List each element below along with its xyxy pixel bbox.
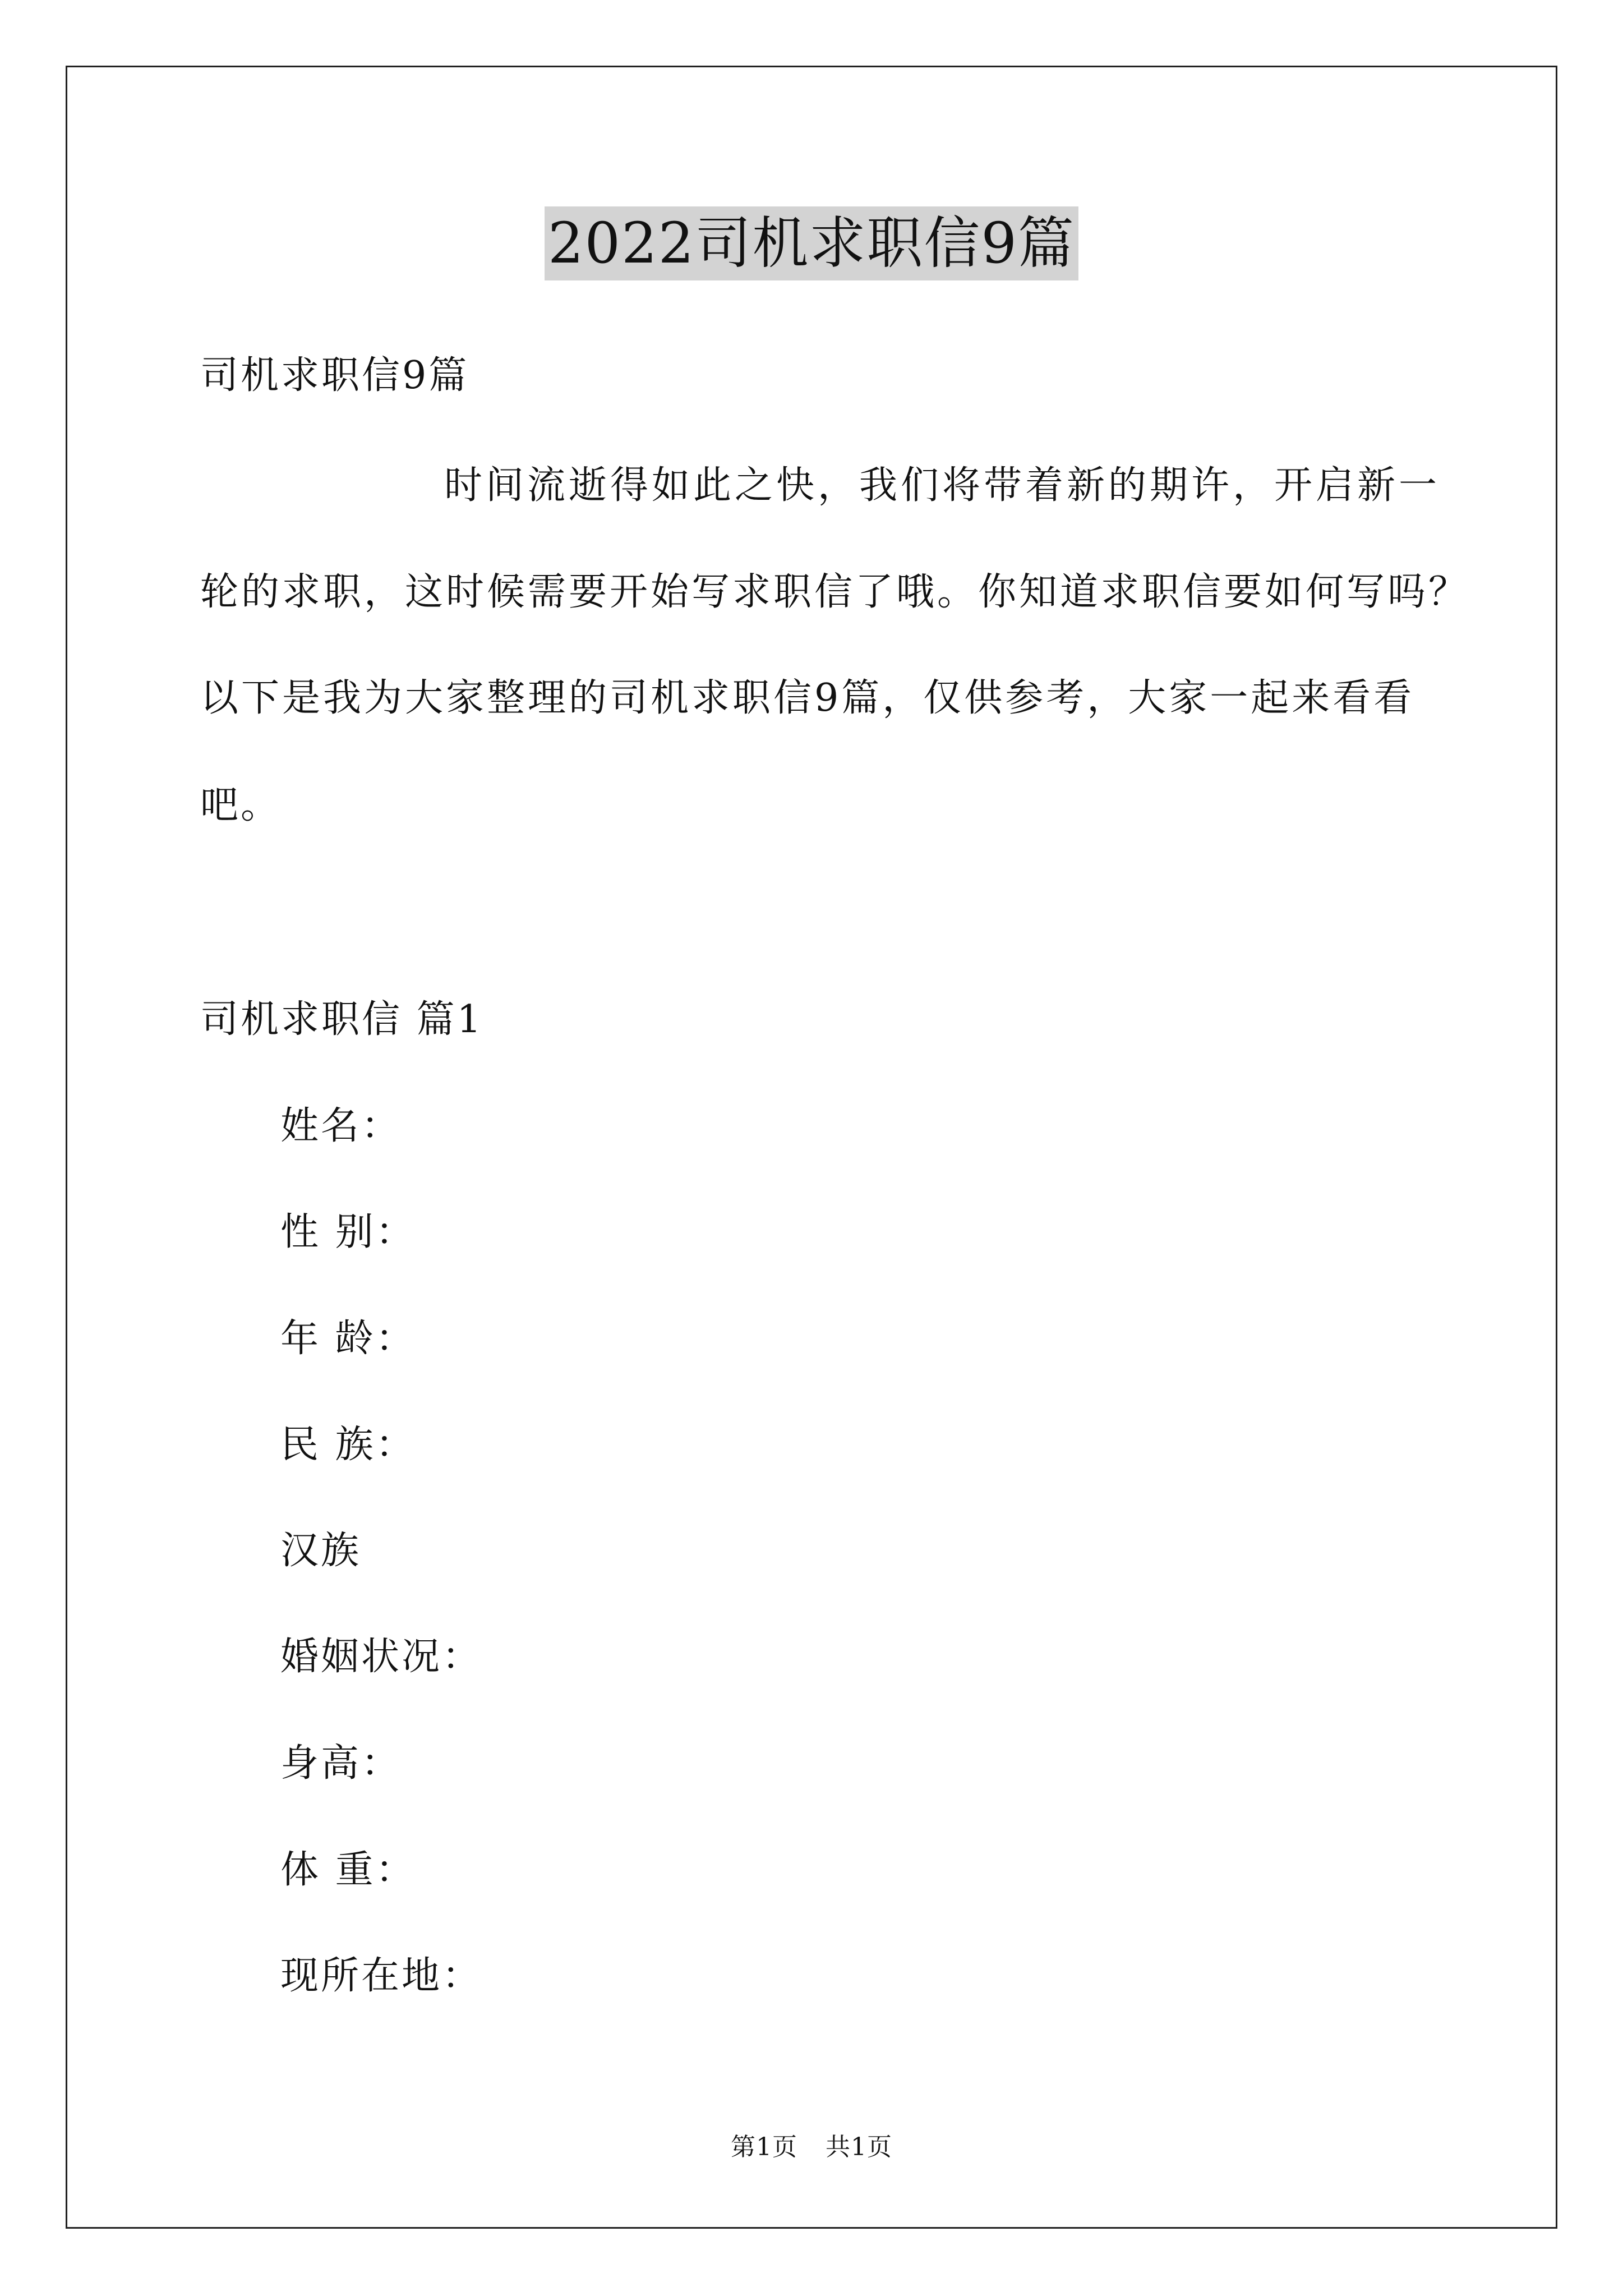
intro-line-1: 时间流逝得如此之快，我们将带着新的期许，开启新一 [444,463,1441,508]
field-age: 年 龄： [280,1317,416,1361]
field-height: 身高： [280,1741,402,1786]
section-heading: 司机求职信 篇1 [200,997,483,1042]
field-current-location: 现所在地： [280,1954,483,1998]
intro-line-4: 吧。 [200,783,282,827]
page-total: 共1页 [826,2133,892,2161]
intro-line-2: 轮的求职，这时候需要开始写求职信了哦。你知道求职信要如何写吗？ [200,570,1470,614]
document-title: 2022司机求职信9篇 [545,206,1078,280]
document-subtitle: 司机求职信9篇 [200,353,469,398]
intro-line-3: 以下是我为大家整理的司机求职信9篇，仅供参考，大家一起来看看 [200,676,1415,720]
field-name: 姓名： [280,1104,402,1148]
page-number: 第1页 [731,2133,797,2161]
field-ethnicity: 民 族： [280,1423,416,1467]
field-marital-status: 婚姻状况： [280,1635,483,1679]
page-footer [0,2132,1623,2163]
field-gender: 性 别： [280,1210,416,1254]
field-weight: 体 重： [280,1848,416,1892]
field-ethnicity-value: 汉族 [280,1529,362,1573]
title-container [0,206,1623,280]
